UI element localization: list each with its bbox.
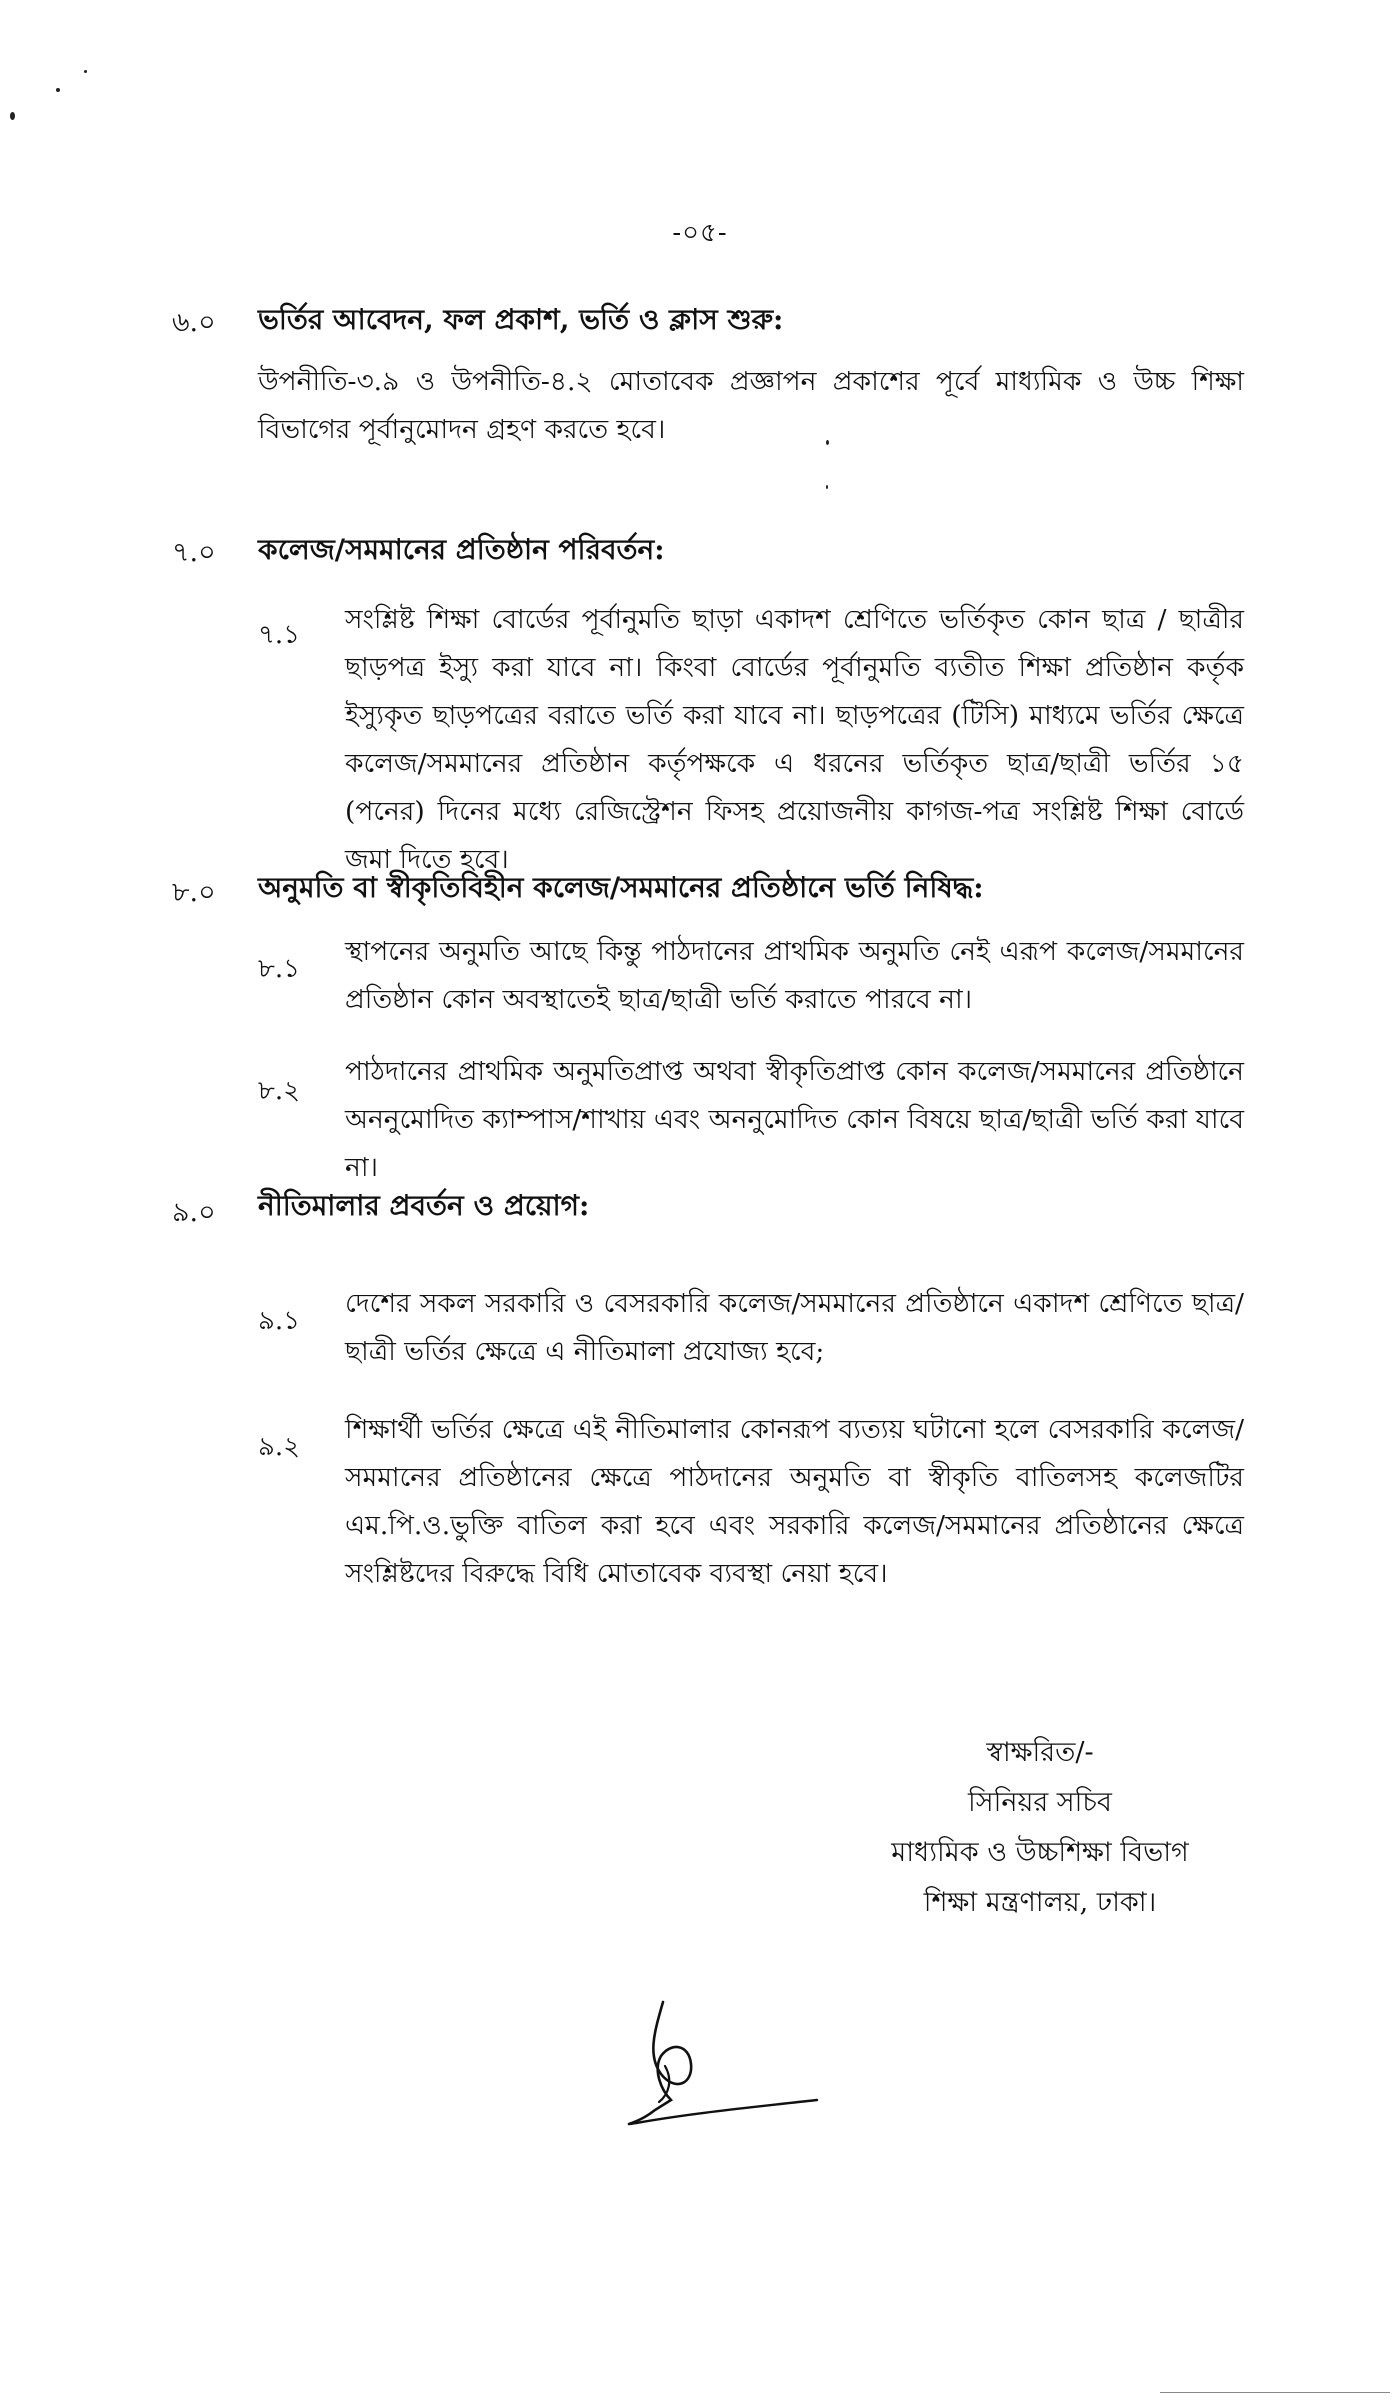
section-body: উপনীতি-৩.৯ ও উপনীতি-৪.২ মোতাবেক প্রজ্ঞাপন প্রকাশের পূর্বে মাধ্যমিক ও উচ্চ শিক্ষা বিভাগের পূর্বানুমোদন গ্রহণ করতে হবে।: [258, 366, 1244, 445]
clause-number: ৭.১: [258, 620, 301, 650]
scan-speck: [826, 485, 828, 489]
clause-text: সংশ্লিষ্ট শিক্ষা বোর্ডের পূর্বানুমতি ছাড়া একাদশ শ্রেণিতে ভর্তিকৃত কোন ছাত্র / ছাত্রীর ছাড়পত্র ইস্যু করা যাবে না। কিংবা বোর্ডের পূর্বানুমতি ব্যতীত শিক্ষা প্রতিষ্ঠান কর্তৃক ইস্যুকৃত ছাড়পত্রের বরাতে ভর্তি করা যাবে না। ছাড়পত্রের (টিসি) মাধ্যমে ভর্তির ক্ষেত্রে কলেজ/সমমানের প্রতিষ্ঠান কর্তৃপক্ষকে এ ধরনের ভর্তিকৃত ছাত্র/ছাত্রী ভর্তির ১৫ (পনের) দিনের মধ্যে রেজিস্ট্রেশন ফিসহ প্রয়োজনীয় কাগজ-পত্র সংশ্লিষ্ট শিক্ষা বোর্ডে জমা দিতে হবে।: [345, 604, 1244, 875]
section-number: ৮.০: [172, 877, 216, 908]
clause-number: ৮.১: [258, 954, 301, 984]
signatory-ministry: শিক্ষা মন্ত্রণালয়, ঢাকা।: [923, 1887, 1157, 1918]
scan-edge-line: [1160, 2392, 1390, 2393]
signed-label: স্বাক্ষরিত/-: [986, 1737, 1094, 1768]
section-number: ৬.০: [172, 307, 216, 338]
signatory-division: মাধ্যমিক ও উচ্চশিক্ষা বিভাগ: [891, 1837, 1189, 1868]
scan-speck: [56, 88, 60, 92]
clause-number: ৮.২: [258, 1076, 301, 1106]
handwritten-signature: [625, 2000, 835, 2130]
section-title: ভর্তির আবেদন, ফল প্রকাশ, ভর্তি ও ক্লাস শুরু:: [258, 303, 784, 336]
clause-text: পাঠদানের প্রাথমিক অনুমতিপ্রাপ্ত অথবা স্বীকৃতিপ্রাপ্ত কোন কলেজ/সমমানের প্রতিষ্ঠানে অননুমোদিত ক্যাম্পাস/শাখায় এবং অননুমোদিত কোন বিষয়ে ছাত্র/ছাত্রী ভর্তি করা যাবে না।: [345, 1056, 1244, 1183]
clause-text: স্থাপনের অনুমতি আছে কিন্তু পাঠদানের প্রাথমিক অনুমতি নেই এরূপ কলেজ/সমমানের প্রতিষ্ঠান কোন অবস্থাতেই ছাত্র/ছাত্রী ভর্তি করাতে পারবে না।: [345, 936, 1244, 1015]
signature-block: [860, 1728, 1220, 1928]
clause-text: দেশের সকল সরকারি ও বেসরকারি কলেজ/সমমানের প্রতিষ্ঠানে একাদশ শ্রেণিতে ছাত্র/ছাত্রী ভর্তির ক্ষেত্রে এ নীতিমালা প্রযোজ্য হবে;: [345, 1288, 1244, 1367]
section-number: ৯.০: [172, 1197, 216, 1228]
clause-number: ৯.১: [258, 1306, 301, 1336]
page-number: -০৫-: [672, 218, 728, 248]
clause-number: ৯.২: [258, 1432, 301, 1462]
signatory-designation: সিনিয়র সচিব: [968, 1787, 1112, 1818]
section-number: ৭.০: [172, 537, 216, 568]
scan-speck: [84, 70, 87, 73]
section-title: নীতিমালার প্রবর্তন ও প্রয়োগ:: [258, 1189, 590, 1222]
section-title: অনুমতি বা স্বীকৃতিবিহীন কলেজ/সমমানের প্রতিষ্ঠানে ভর্তি নিষিদ্ধ:: [258, 871, 984, 904]
scan-speck: [10, 112, 15, 120]
section-title: কলেজ/সমমানের প্রতিষ্ঠান পরিবর্তন:: [258, 533, 665, 566]
clause-text: শিক্ষার্থী ভর্তির ক্ষেত্রে এই নীতিমালার কোনরূপ ব্যত্যয় ঘটানো হলে বেসরকারি কলেজ/সমমানের প্রতিষ্ঠানের ক্ষেত্রে পাঠদানের অনুমতি বা স্বীকৃতি বাতিলসহ কলেজটির এম.পি.ও.ভুক্তি বাতিল করা হবে এবং সরকারি কলেজ/সমমানের প্রতিষ্ঠানের ক্ষেত্রে সংশ্লিষ্টদের বিরুদ্ধে বিধি মোতাবেক ব্যবস্থা নেয়া হবে।: [345, 1414, 1244, 1589]
